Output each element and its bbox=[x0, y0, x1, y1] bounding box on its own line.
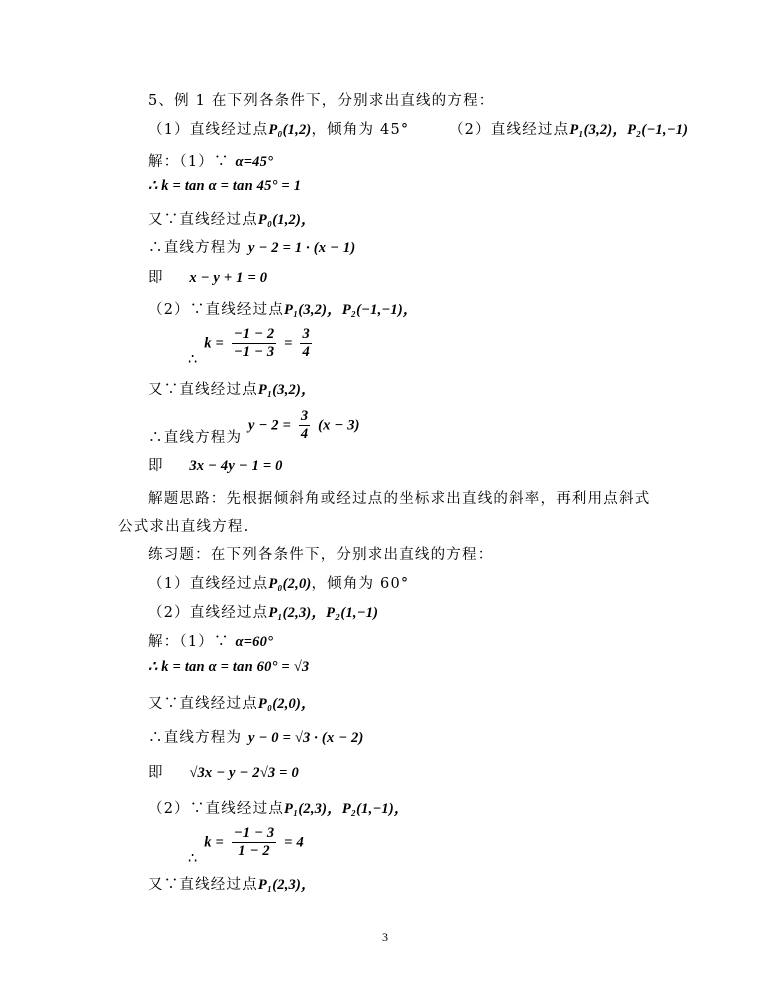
result-2 bbox=[148, 454, 283, 475]
exercise-part2-start bbox=[148, 797, 409, 818]
slope-result-denominator: 4 bbox=[302, 344, 310, 360]
slope-equation: ∴ k = tan α = tan 45° = 1 bbox=[148, 178, 302, 194]
slope-denominator: 1 − 2 bbox=[238, 843, 270, 859]
approach-line-2 bbox=[118, 515, 249, 536]
slope-fraction bbox=[232, 825, 277, 860]
line-equation-1 bbox=[148, 236, 355, 257]
exercise-slope-fraction-line bbox=[188, 825, 304, 867]
line-equation-math: y − 0 = √3 · (x − 2) bbox=[248, 730, 364, 746]
cond2-points: P₁(3,2)，P₂(−1,−1) bbox=[569, 122, 689, 138]
point-again-1 bbox=[148, 208, 316, 229]
line-equation-text: ∴直线方程为 bbox=[148, 429, 243, 446]
point-again-value: P₀(1,2)， bbox=[257, 212, 316, 228]
exercise-point-again-1 bbox=[148, 692, 316, 713]
cond2-text: （2）直线经过点 bbox=[148, 605, 269, 621]
exercise-solution-start bbox=[148, 630, 273, 651]
example-conditions bbox=[148, 118, 688, 139]
result-label: 即 bbox=[148, 458, 164, 474]
result-1 bbox=[148, 266, 267, 287]
fraction-denominator: 4 bbox=[300, 426, 309, 442]
alpha-value: α=60° bbox=[235, 634, 274, 650]
result-math: √3x − y − 2√3 = 0 bbox=[189, 765, 299, 781]
point-again-value: P₁(3,2)， bbox=[257, 382, 316, 398]
slope-numerator: −1 − 2 bbox=[233, 326, 275, 342]
slope-result-fraction bbox=[300, 326, 311, 361]
point-again-text: 又∵直线经过点 bbox=[148, 382, 258, 398]
result-math: x − y + 1 = 0 bbox=[189, 270, 268, 286]
approach-text-1: 解题思路：先根据倾斜角或经过点的坐标求出直线的斜率，再利用点斜式 bbox=[148, 491, 651, 507]
slope-result: = 4 bbox=[284, 834, 304, 851]
therefore-symbol: ∴ bbox=[188, 351, 199, 368]
cond1-point: P₀(2,0) bbox=[268, 576, 312, 592]
alpha-value: α=45° bbox=[235, 154, 274, 170]
cond2-text: （2）直线经过点 bbox=[448, 122, 570, 138]
exercise-heading bbox=[148, 543, 493, 564]
point-again-2 bbox=[148, 378, 316, 399]
line-equation-text: ∴直线方程为 bbox=[148, 730, 243, 746]
point-again-text: 又∵直线经过点 bbox=[148, 696, 258, 712]
line-equation-2 bbox=[148, 408, 360, 446]
exercise-heading-text: 练习题：在下列各条件下，分别求出直线的方程： bbox=[148, 547, 494, 563]
fraction-numerator: 3 bbox=[300, 408, 309, 424]
exercise-result-1 bbox=[148, 761, 299, 782]
slope-numerator: −1 − 3 bbox=[233, 825, 275, 841]
approach-text-2: 公式求出直线方程. bbox=[118, 519, 250, 535]
slope-fraction bbox=[232, 326, 277, 361]
slope-line bbox=[148, 178, 301, 195]
slope-equation: ∴ k = tan α = tan 60° = √3 bbox=[148, 659, 310, 675]
exercise-point-again-2 bbox=[148, 873, 316, 894]
solution-label: 解：（1）∵ bbox=[148, 634, 230, 650]
page-number: 3 bbox=[382, 930, 388, 944]
result-math: 3x − 4y − 1 = 0 bbox=[189, 458, 283, 474]
solution-start bbox=[148, 150, 273, 171]
equals-sign: = bbox=[284, 335, 293, 352]
exercise-cond1 bbox=[148, 572, 409, 593]
result-label: 即 bbox=[148, 270, 164, 286]
part2-points: P₁(2,3)，P₂(1,−1)， bbox=[284, 801, 409, 817]
line-equation-fraction bbox=[299, 408, 310, 443]
cond1-text: （1）直线经过点 bbox=[148, 122, 269, 138]
example-heading-text: 5、例 1 在下列各条件下，分别求出直线的方程： bbox=[148, 93, 495, 109]
cond2-points: P₁(2,3)，P₂(1,−1) bbox=[268, 605, 379, 621]
slope-k: k = bbox=[204, 834, 224, 851]
point-again-text: 又∵直线经过点 bbox=[148, 877, 258, 893]
slope-result-numerator: 3 bbox=[302, 326, 310, 342]
cond1-angle: ，倾角为 60° bbox=[311, 576, 410, 592]
slope-k: k = bbox=[204, 335, 224, 352]
cond1-angle: ，倾角为 45° bbox=[311, 122, 410, 138]
line-equation-left: y − 2 = bbox=[248, 417, 292, 434]
example-heading bbox=[148, 89, 494, 110]
cond1-point: P₀(1,2) bbox=[268, 122, 312, 138]
part2-text: （2）∵直线经过点 bbox=[148, 302, 285, 318]
point-again-text: 又∵直线经过点 bbox=[148, 212, 258, 228]
solution-label: 解：（1）∵ bbox=[148, 154, 230, 170]
slope-denominator: −1 − 3 bbox=[233, 344, 275, 360]
exercise-line-equation-1 bbox=[148, 726, 364, 747]
part2-text: （2）∵直线经过点 bbox=[148, 801, 285, 817]
part2-points: P₁(3,2)，P₂(−1,−1)， bbox=[284, 302, 418, 318]
point-again-value: P₁(2,3)， bbox=[257, 877, 316, 893]
line-equation-text: ∴直线方程为 bbox=[148, 240, 243, 256]
part2-start bbox=[148, 298, 418, 319]
point-again-value: P₀(2,0)， bbox=[257, 696, 316, 712]
slope-fraction-line bbox=[188, 326, 314, 368]
therefore-symbol: ∴ bbox=[188, 850, 199, 867]
line-equation-math: y − 2 = 1 · (x − 1) bbox=[248, 240, 356, 256]
line-equation-right: (x − 3) bbox=[318, 417, 360, 434]
approach-line-1 bbox=[148, 487, 650, 508]
exercise-slope-line bbox=[148, 659, 309, 676]
cond1-text: （1）直线经过点 bbox=[148, 576, 269, 592]
exercise-cond2 bbox=[148, 601, 378, 622]
result-label: 即 bbox=[148, 765, 164, 781]
